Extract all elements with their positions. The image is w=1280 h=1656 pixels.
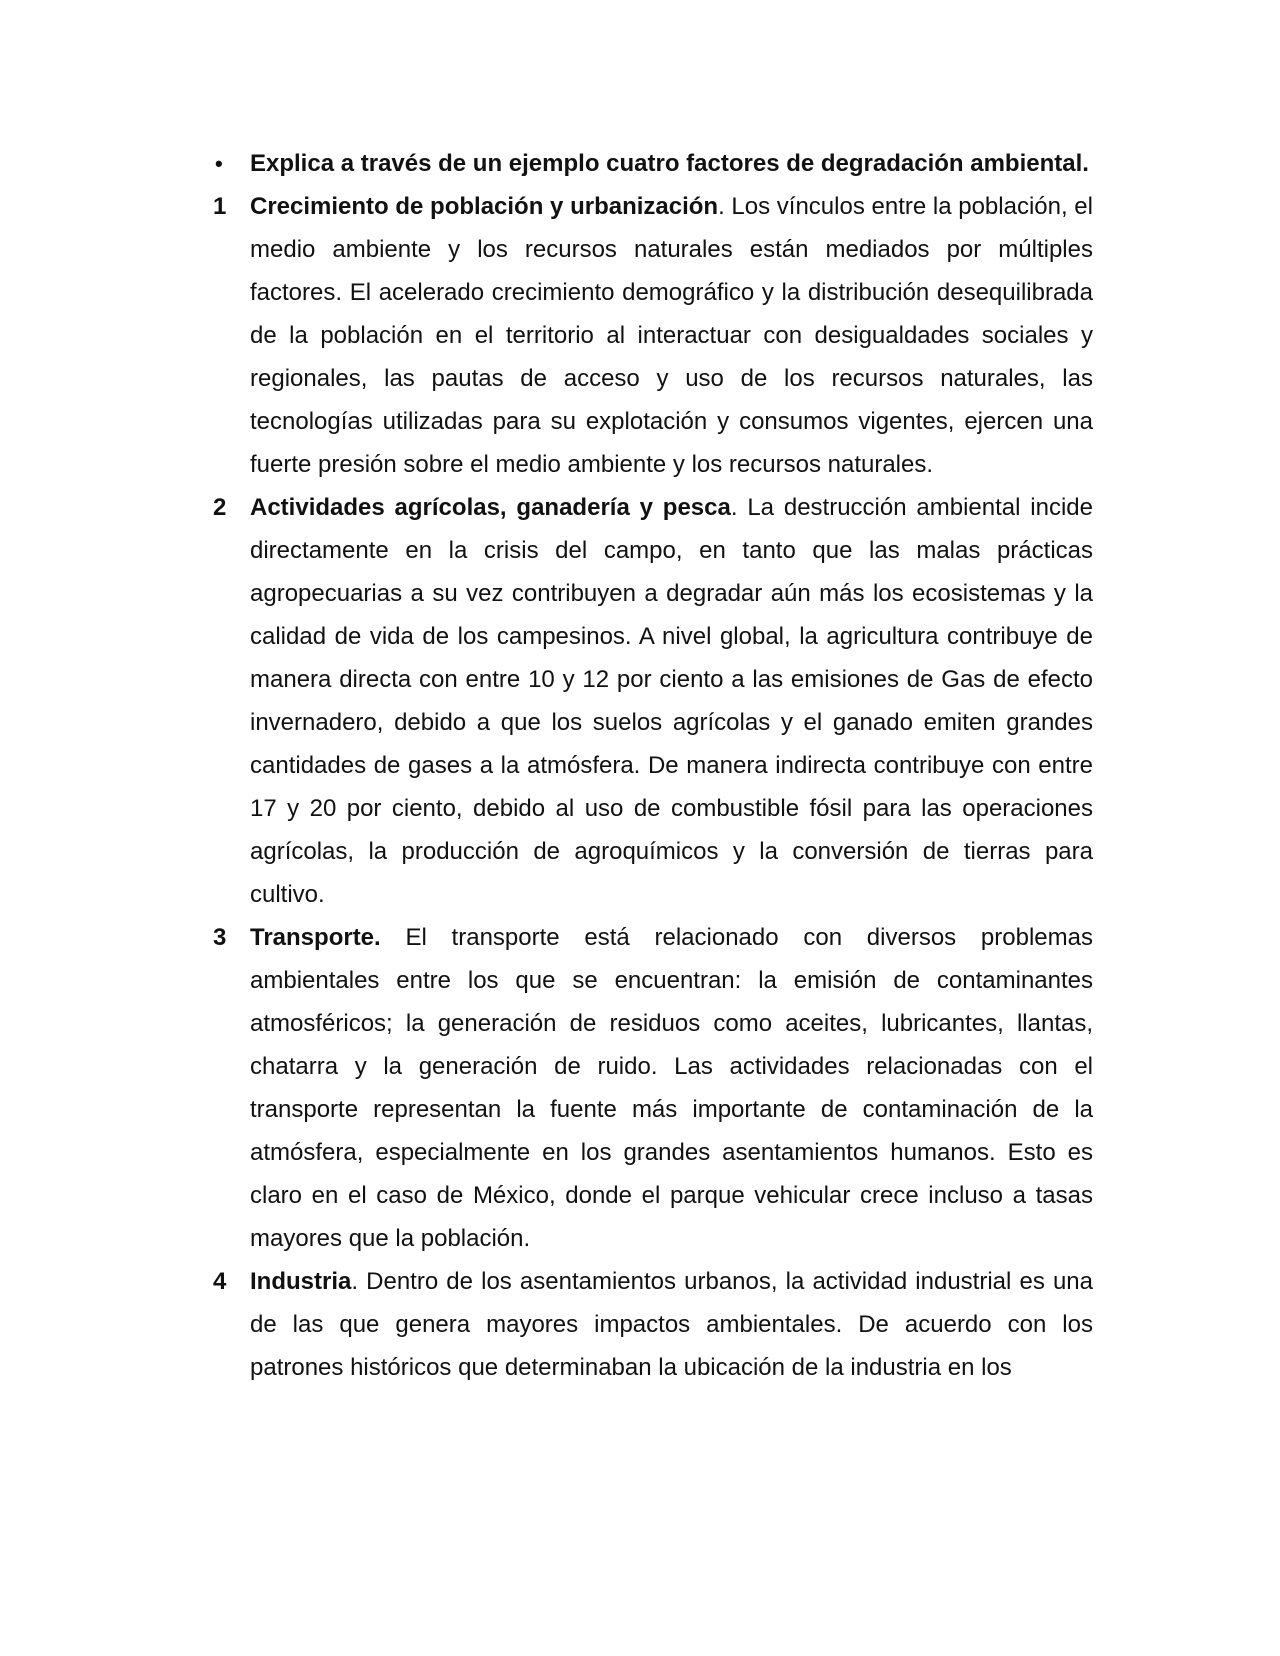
item-body: El transporte está relacionado con diversos problemas ambientales entre los que se encuentran: la emisión de contaminantes atmosféricos; la generación de residuos como aceites, lubricantes, llantas, chatarra y la generación de ruido. Las actividades relacionadas con el transporte representan la fuente más importante de contaminación de la atmósfera, especialmente en los grandes asentamientos humanos. Esto es claro en el caso de México, donde el parque vehicular crece incluso a tasas mayores que la población.: [250, 924, 1093, 1252]
list-item-4: [213, 1260, 1093, 1389]
list-item-3: [213, 916, 1093, 1260]
list-item-2: [213, 486, 1093, 916]
item-body: . Los vínculos entre la población, el medio ambiente y los recursos naturales están mediados por múltiples factores. El acelerado crecimiento demográfico y la distribución desequilibrada de la población en el territorio al interactuar con desigualdades sociales y regionales, las pautas de acceso y uso de los recursos naturales, las tecnologías utilizadas para su explotación y consumos vigentes, ejercen una fuerte presión sobre el medio ambiente y los recursos naturales.: [250, 193, 1093, 478]
heading-text: Explica a través de un ejemplo cuatro factores de degradación ambiental.: [250, 150, 1089, 177]
document-content: [213, 142, 1093, 1389]
bullet-heading: [213, 142, 1093, 185]
bullet-marker: •: [215, 151, 223, 176]
item-number: 2: [213, 494, 227, 521]
item-term: Actividades agrícolas, ganadería y pesca: [250, 494, 731, 521]
item-number: 4: [213, 1268, 227, 1295]
item-number: 3: [213, 924, 227, 951]
list-item-1: [213, 185, 1093, 486]
item-term: Transporte.: [250, 924, 381, 951]
item-term: Crecimiento de población y urbanización: [250, 193, 719, 220]
item-number: 1: [213, 193, 227, 220]
item-body: . La destrucción ambiental incide directamente en la crisis del campo, en tanto que las malas prácticas agropecuarias a su vez contribuyen a degradar aún más los ecosistemas y la calidad de vida de los campesinos. A nivel global, la agricultura contribuye de manera directa con entre 10 y 12 por ciento a las emisiones de Gas de efecto invernadero, debido a que los suelos agrícolas y el ganado emiten grandes cantidades de gases a la atmósfera. De manera indirecta contribuye con entre 17 y 20 por ciento, debido al uso de combustible fósil para las operaciones agrícolas, la producción de agroquímicos y la conversión de tierras para cultivo.: [250, 494, 1093, 908]
item-term: Industria: [250, 1268, 352, 1295]
item-body: . Dentro de los asentamientos urbanos, la actividad industrial es una de las que genera mayores impactos ambientales. De acuerdo con los patrones históricos que determinaban la ubicación de la industria en los: [250, 1268, 1093, 1381]
